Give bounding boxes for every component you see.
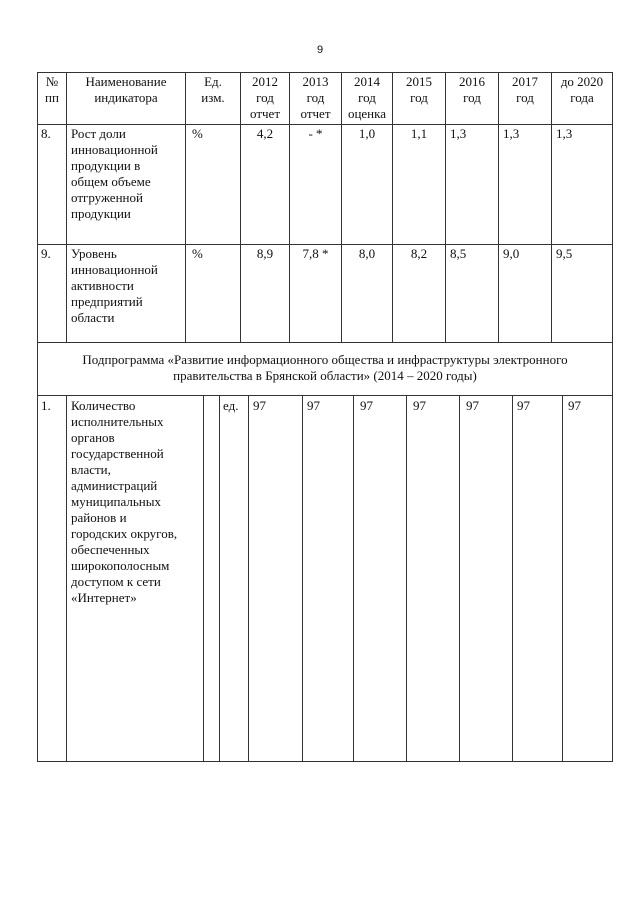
col-line bbox=[406, 395, 407, 762]
header-2020: до 2020 года bbox=[560, 74, 604, 105]
subprogram-bottom-line bbox=[37, 395, 613, 396]
row-9-2014: 8,0 bbox=[358, 246, 376, 261]
row-8-unit: % bbox=[192, 126, 203, 141]
sub-row-1-unit: ед. bbox=[223, 398, 239, 413]
row-8-bottom-line bbox=[37, 244, 613, 245]
col-line bbox=[66, 395, 67, 762]
col-line bbox=[512, 395, 513, 762]
row-8-2015: 1,1 bbox=[410, 126, 428, 141]
header-2015: 2015 год bbox=[406, 74, 432, 105]
col-line bbox=[562, 395, 563, 762]
row-8-2012: 4,2 bbox=[256, 126, 274, 141]
row-9-unit: % bbox=[192, 246, 203, 261]
header-2014: 2014 год оценка bbox=[347, 74, 387, 121]
row-8-2016: 1,3 bbox=[450, 126, 467, 141]
col-line bbox=[353, 395, 354, 762]
row-9-2016: 8,5 bbox=[450, 246, 467, 261]
table-border-bottom bbox=[37, 761, 613, 762]
row-8-2017: 1,3 bbox=[503, 126, 520, 141]
sub-row-1-2014: 97 bbox=[360, 398, 373, 413]
row-9-2012: 8,9 bbox=[256, 246, 274, 261]
header-name: Наименование индикатора bbox=[85, 74, 167, 105]
row-8-2014: 1,0 bbox=[358, 126, 376, 141]
indicators-table bbox=[37, 72, 613, 762]
col-line bbox=[459, 395, 460, 762]
col-line bbox=[219, 395, 220, 762]
header-bottom-line bbox=[37, 124, 613, 125]
row-9-bottom-line bbox=[37, 342, 613, 343]
sub-row-1-2016: 97 bbox=[466, 398, 479, 413]
row-9-2013: 7,8 * bbox=[302, 246, 329, 261]
table-border-top bbox=[37, 72, 613, 73]
col-line bbox=[302, 395, 303, 762]
row-8-name: Рост доли инновационной продукции в общем объеме отгруженной продукции bbox=[71, 126, 158, 221]
row-9-num: 9. bbox=[41, 246, 51, 261]
row-8-2020: 1,3 bbox=[556, 126, 573, 141]
sub-row-1-2015: 97 bbox=[413, 398, 426, 413]
header-2017: 2017 год bbox=[512, 74, 538, 105]
header-2012: 2012 год отчет bbox=[250, 74, 280, 121]
row-8-num: 8. bbox=[41, 126, 51, 141]
sub-row-1-2012: 97 bbox=[253, 398, 266, 413]
row-9-name: Уровень инновационной активности предприятий области bbox=[71, 246, 158, 325]
sub-row-1-2017: 97 bbox=[517, 398, 530, 413]
sub-row-1-2020: 97 bbox=[568, 398, 581, 413]
col-line bbox=[248, 395, 249, 762]
subprogram-title: Подпрограмма «Развитие информационного общества и инфраструктуры электронного правительства в Брянской области» (2014 – 2020 годы) bbox=[82, 352, 568, 383]
sub-row-1-num: 1. bbox=[41, 398, 51, 413]
sub-row-1-name: Количество исполнительных органов государственной власти, администраций муниципальных районов и городских округов, обеспеченных широкополосным доступом к сети «Интернет» bbox=[71, 398, 178, 605]
header-unit: Ед. изм. bbox=[201, 74, 225, 105]
header-2013: 2013 год отчет bbox=[300, 74, 331, 121]
page-number: 9 bbox=[316, 44, 324, 56]
table-border-right bbox=[612, 72, 613, 762]
row-9-2017: 9,0 bbox=[503, 246, 520, 261]
header-2016: 2016 год bbox=[459, 74, 485, 105]
sub-row-1-2013: 97 bbox=[307, 398, 320, 413]
row-9-2015: 8,2 bbox=[410, 246, 428, 261]
header-num: № пп bbox=[45, 74, 59, 105]
row-9-2020: 9,5 bbox=[556, 246, 573, 261]
row-8-2013: - * bbox=[308, 126, 323, 141]
table-border-left bbox=[37, 72, 38, 762]
